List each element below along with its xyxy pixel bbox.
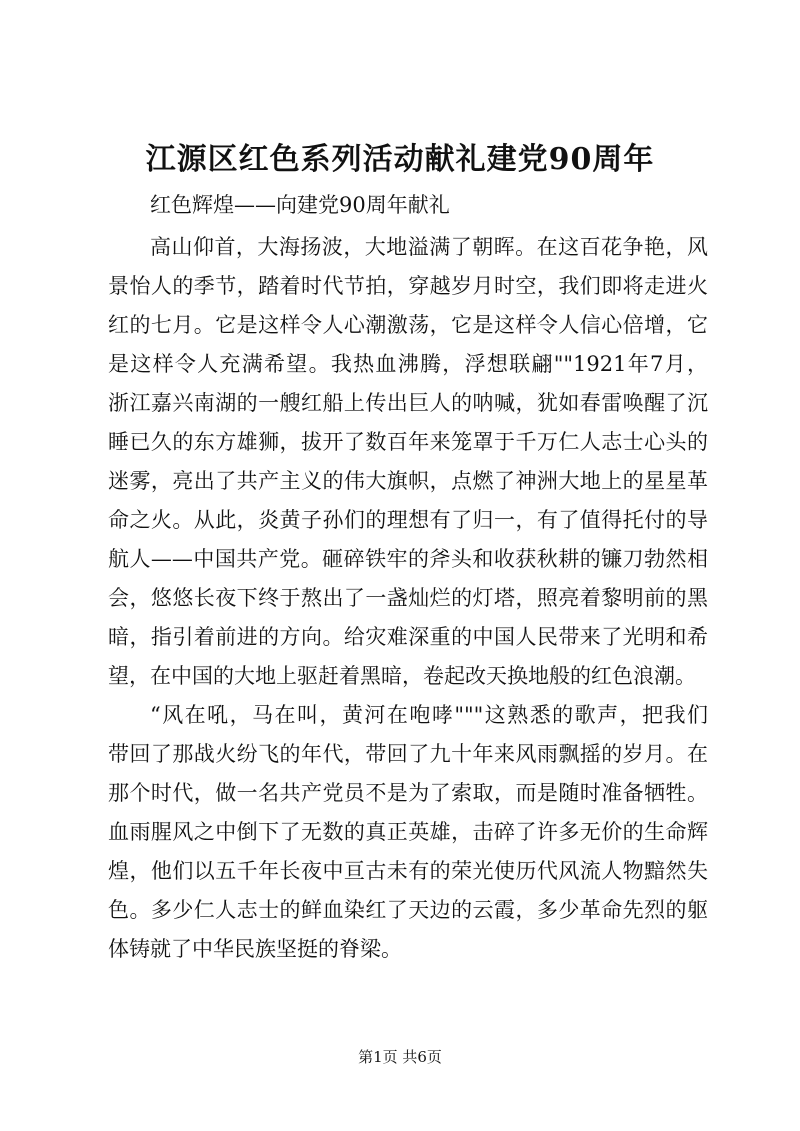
- paragraph-1: [108, 228, 708, 696]
- paragraph-line: 望，在中国的大地上驱赶着黑暗，卷起改天换地般的红色浪潮。: [108, 664, 696, 688]
- document-subtitle: 红色辉煌——向建党90周年献礼: [150, 193, 450, 217]
- paragraph-line: 睡已久的东方雄狮，拔开了数百年来笼罩于千万仁人志士心头的: [108, 430, 708, 454]
- paragraph-line: 煌，他们以五千年长夜中亘古未有的荣光使历代风流人物黯然失: [108, 859, 708, 883]
- paragraph-line: “风在吼，马在叫，黄河在咆哮"""这熟悉的歌声，把我们: [150, 703, 708, 727]
- paragraph-line: 浙江嘉兴南湖的一艘红船上传出巨人的呐喊，犹如春雷唤醒了沉: [108, 391, 708, 415]
- paragraph-line: 体铸就了中华民族坚挺的脊梁。: [108, 937, 402, 961]
- paragraph-line: 景怡人的季节，踏着时代节拍，穿越岁月时空，我们即将走进火: [108, 274, 708, 298]
- paragraph-line: 航人——中国共产党。砸碎铁牢的斧头和收获秋耕的镰刀勃然相: [108, 547, 708, 571]
- paragraph-line: 暗，指引着前进的方向。给灾难深重的中国人民带来了光明和希: [108, 625, 708, 649]
- paragraph-line: 高山仰首，大海扬波，大地溢满了朝晖。在这百花争艳，风: [150, 235, 708, 259]
- paragraph-line: 那个时代，做一名共产党员不是为了索取，而是随时准备牺牲。: [108, 781, 708, 805]
- paragraph-line: 会，悠悠长夜下终于熬出了一盏灿烂的灯塔，照亮着黎明前的黑: [108, 586, 708, 610]
- paragraph-line: 迷雾，亮出了共产主义的伟大旗帜，点燃了神洲大地上的星星革: [108, 469, 708, 493]
- paragraph-line: 是这样令人充满希望。我热血沸腾，浮想联翩""1921年7月，: [108, 352, 708, 376]
- document-body: [108, 228, 708, 969]
- paragraph-line: 命之火。从此，炎黄子孙们的理想有了归一，有了值得托付的导: [108, 508, 708, 532]
- paragraph-line: 血雨腥风之中倒下了无数的真正英雄，击碎了许多无价的生命辉: [108, 820, 708, 844]
- paragraph-line: 红的七月。它是这样令人心潮激荡，它是这样令人信心倍增，它: [108, 313, 708, 337]
- paragraph-line: 色。多少仁人志士的鲜血染红了天边的云霞，多少革命先烈的躯: [108, 898, 708, 922]
- paragraph-2: [108, 696, 708, 969]
- page-number: 第1页 共6页: [358, 1048, 442, 1066]
- document-title: 江源区红色系列活动献礼建党90周年: [145, 142, 655, 177]
- paragraph-line: 带回了那战火纷飞的年代，带回了九十年来风雨飘摇的岁月。在: [108, 742, 708, 766]
